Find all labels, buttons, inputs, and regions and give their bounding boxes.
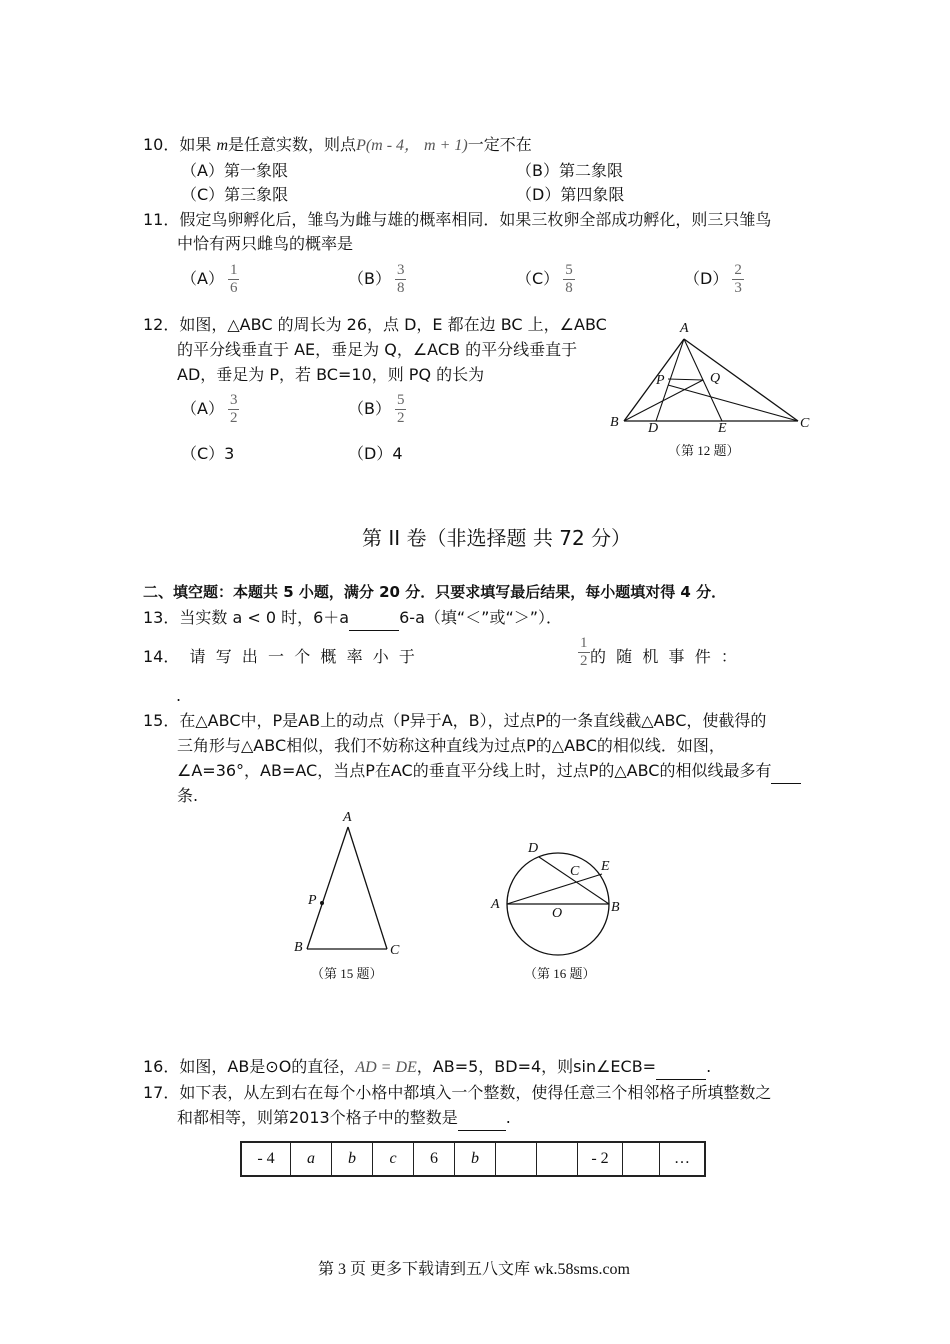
grid-cell [537,1142,578,1176]
q11-option-a: （A） $\frac{1}{6}$ [181,262,238,296]
q11-stem-line1: 11．假定鸟卵孵化后，雏鸟为雌与雄的概率相同．如果三枚卵全部成功孵化，则三只雏鸟 [143,210,772,229]
q12-option-c: （C）3 [181,444,235,463]
grid-cell: 6 [414,1142,455,1176]
figure-16-circle [480,835,630,965]
q10-option-b: （B）第二象限 [516,161,623,180]
q12-option-d: （D）4 [348,444,403,463]
q10-option-c: （C）第三象限 [181,185,289,204]
fig12-label-c: C [800,416,810,431]
q14-fraction: $\frac{1}{2}$ [580,635,588,669]
q11-option-c: （C） $\frac{5}{8}$ [516,262,573,296]
grid-cell: - 2 [578,1142,623,1176]
q12-stem-line2: 的平分线垂直于 AE，垂足为 Q，∠ACB 的平分线垂直于 [177,340,578,359]
q17-number-grid [240,1141,706,1177]
q17-stem-line2: 和都相等，则第2013个格子中的整数是 . [177,1106,511,1131]
q15-stem-line1: 15．在△ABC中，P是AB上的动点（P异于A，B），过点P的一条直线截△ABC，使截得的 [143,711,767,730]
grid-cell: a [291,1142,332,1176]
q10-option-a: （A）第一象限 [181,161,288,180]
fig16-label-e: E [601,859,610,874]
fill-in-instructions: 二、填空题：本题共 5 小题，满分 20 分．只要求填写最后结果，每小题填对得 4 分． [143,583,727,601]
figure-12-caption: （第 12 题） [668,443,740,458]
section-2-title: 第 II 卷（非选择题 共 72 分） [362,526,632,550]
fig16-label-c: C [570,864,580,879]
grid-cell: - 4 [241,1142,291,1176]
fig12-label-b: B [610,415,619,430]
grid-cell: c [373,1142,414,1176]
fig16-label-a: A [491,897,500,912]
fig15-label-a: A [343,810,352,825]
q14-stem: 14． 请 写 出 一 个 概 率 小 于 [143,647,415,666]
grid-cell: b [332,1142,373,1176]
q15-stem-line3: ∠A=36°，AB=AC，当点P在AC的垂直平分线上时，过点P的△ABC的相似线最多有 [177,759,801,784]
figure-15-triangle [285,805,415,965]
grid-cell [623,1142,660,1176]
fig16-label-d: D [528,841,539,856]
fig16-label-b: B [611,900,620,915]
grid-cell: b [455,1142,496,1176]
q15-stem-line2: 三角形与△ABC相似，我们不妨称这种直线为过点P的△ABC的相似线．如图， [177,736,725,755]
q11-option-b: （B） $\frac{3}{8}$ [348,262,405,296]
q11-option-d: （D） $\frac{2}{3}$ [684,262,742,296]
fig15-label-p: P [308,893,317,908]
q17-stem-line1: 17．如下表，从左到右在每个小格中都填入一个整数，使得任意三个相邻格子所填整数之 [143,1083,772,1102]
q11-stem-line2: 中恰有两只雌鸟的概率是 [177,234,354,253]
fig12-label-p: P [656,373,665,388]
grid-cell: … [660,1142,706,1176]
q12-option-a: （A） $\frac{3}{2}$ [181,392,238,426]
grid-cell [496,1142,537,1176]
q14-stem-end: 的 随 机 事 件 ： [590,647,737,666]
fig12-label-e: E [718,421,727,436]
q10-stem: 10．如果 m是任意实数，则点P(m - 4， m + 1)一定不在 [143,135,532,154]
q12-option-b: （B） $\frac{5}{2}$ [348,392,405,426]
q16-stem: 16．如图，AB是⊙O的直径，AD = DE，AB=5，BD=4，则sin∠ECB= . [143,1055,711,1080]
figure-15-caption: （第 15 题） [311,966,383,981]
figure-16-caption: （第 16 题） [524,966,596,981]
fig15-label-c: C [390,943,400,958]
fig12-label-a: A [680,321,689,336]
q12-stem-line3: AD，垂足为 P，若 BC=10，则 PQ 的长为 [177,365,485,384]
q10-option-d: （D）第四象限 [516,185,625,204]
fig12-label-q: Q [710,371,721,386]
q15-stem-line4: 条. [177,786,199,805]
fig15-label-b: B [294,940,303,955]
fig16-label-o: O [552,906,563,921]
q13-stem: 13．当实数 a < 0 时，6＋a 6-a（填“＜”或“＞”）． [143,606,562,631]
fig12-label-d: D [648,421,659,436]
q14-answer-dot: . [176,686,182,705]
page-footer: 第 3 页 更多下载请到五八文库 wk.58sms.com [318,1261,631,1278]
q12-stem-line1: 12．如图，△ABC 的周长为 26，点 D，E 都在边 BC 上，∠ABC [143,315,607,334]
